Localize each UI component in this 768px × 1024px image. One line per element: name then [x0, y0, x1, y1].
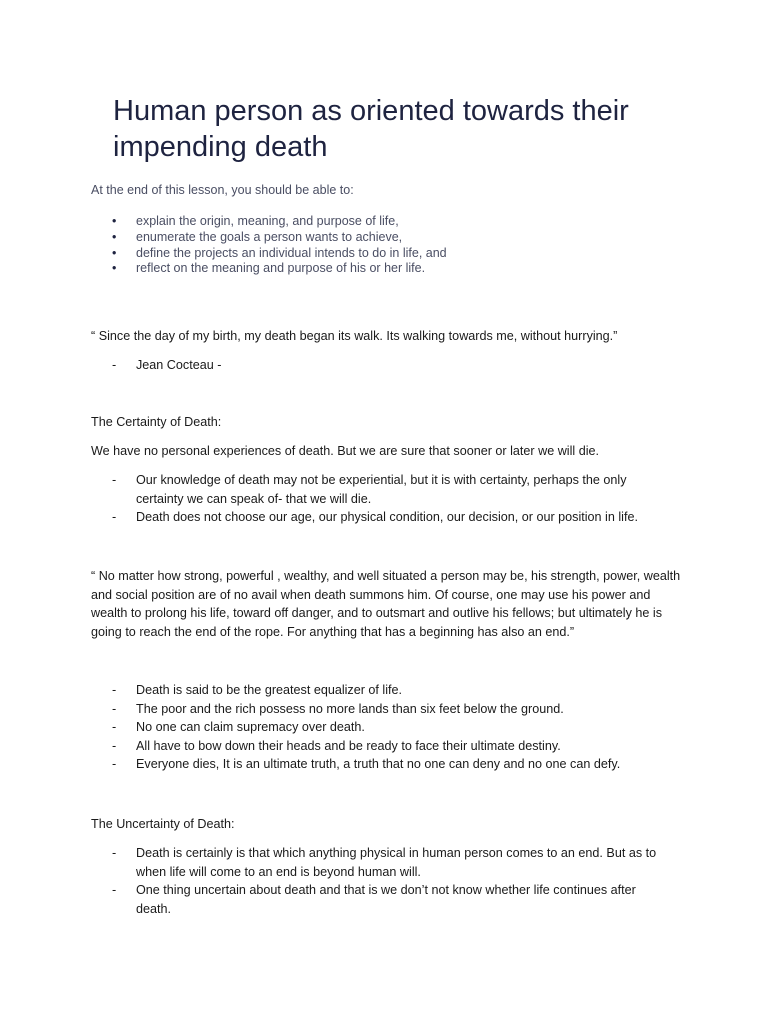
uncertainty-points: [112, 844, 672, 918]
list-item: • define the projects an individual intends to do in life, and: [112, 245, 447, 260]
dash-icon: -: [112, 510, 117, 524]
list-item: - One thing uncertain about death and that is we don’t not know whether life continues after death.: [112, 883, 636, 916]
list-item: • reflect on the meaning and purpose of his or her life.: [112, 261, 426, 276]
dash-icon: -: [112, 720, 117, 734]
dash-icon: -: [112, 757, 117, 771]
list-item: - The poor and the rich possess no more lands than six feet below the ground.: [112, 700, 672, 719]
dash-icon: -: [112, 473, 117, 487]
certainty-heading: The Certainty of Death:: [91, 415, 222, 429]
list-item: - Death does not choose our age, our physical condition, our decision, or our position in life.: [112, 508, 652, 527]
list-item: - Everyone dies, It is an ultimate truth, a truth that no one can deny and no one can defy.: [112, 755, 672, 774]
list-item: - Our knowledge of death may not be experiential, but it is with certainty, perhaps the only certainty we can speak of- that we will die.: [112, 473, 627, 506]
bullet-icon: •: [112, 229, 117, 244]
dash-icon: -: [112, 883, 117, 897]
list-item: - Death is certainly is that which anything physical in human person comes to an end. But as to when life will come to an end is beyond human will.: [112, 846, 657, 879]
dash-icon: -: [112, 683, 117, 697]
page-title: Human person as oriented towards their impending death: [113, 95, 629, 163]
bullet-icon: •: [112, 214, 117, 228]
equalizer-points: [112, 681, 672, 774]
certainty-points: [112, 471, 652, 527]
uncertainty-heading: The Uncertainty of Death:: [91, 817, 235, 831]
opening-quote: “ Since the day of my birth, my death began its walk. Its walking towards me, without hurrying.”: [91, 329, 618, 343]
list-item: • enumerate the goals a person wants to achieve,: [112, 229, 403, 244]
bullet-icon: •: [112, 245, 117, 260]
list-item: - Death is said to be the greatest equalizer of life.: [112, 681, 672, 700]
dash-icon: -: [112, 358, 117, 372]
objectives-list: [112, 214, 447, 277]
dash-icon: -: [112, 846, 117, 860]
intro-text: At the end of this lesson, you should be able to:: [91, 183, 354, 197]
list-item: - No one can claim supremacy over death.: [112, 718, 672, 737]
list-item: • explain the origin, meaning, and purpose of life,: [112, 214, 399, 228]
certainty-statement: We have no personal experiences of death. But we are sure that sooner or later we will die.: [91, 444, 599, 458]
power-quote: “ No matter how strong, powerful , wealthy, and well situated a person may be, his strength, power, wealth and social position are of no avail when death summons him. Of course, one may use his power and wealth to prolong his life, toward off danger, and to outsmart and outlive his fellows; but ultimately he is going to reach the end of the rope. For anything that has a beginning has also an end.”: [91, 569, 681, 639]
dash-icon: -: [112, 701, 117, 716]
quote-author: - Jean Cocteau -: [112, 356, 672, 375]
dash-icon: -: [112, 738, 117, 753]
bullet-icon: •: [112, 261, 117, 276]
list-item: - All have to bow down their heads and be ready to face their ultimate destiny.: [112, 737, 672, 756]
quote-author-list: [112, 356, 672, 375]
